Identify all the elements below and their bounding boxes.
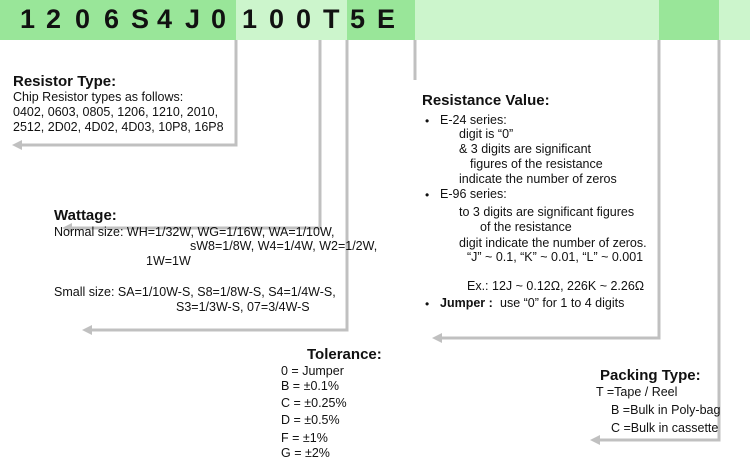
code-char: 0 (269, 4, 285, 34)
resistance-example: Ex.: 12J ~ 0.12Ω, 226K ~ 2.26Ω (467, 279, 645, 293)
code-char: 0 (211, 4, 227, 34)
packing-item: C =Bulk in cassette (611, 421, 719, 435)
e24-line: figures of the resistance (470, 157, 603, 171)
tolerance-item: G = ±2% (281, 446, 330, 459)
arrow-head (82, 325, 92, 335)
code-char: J (185, 4, 201, 34)
tolerance-item: F = ±1% (281, 431, 328, 445)
code-char: 6 (104, 4, 120, 34)
resistor-type-line: Chip Resistor types as follows: (13, 90, 184, 104)
packing-item: T =Tape / Reel (596, 385, 678, 399)
wattage-normal-line: 1W=1W (146, 254, 191, 268)
packing-item: B =Bulk in Poly-bag (611, 403, 721, 417)
resistance-value-title: Resistance Value: (422, 92, 550, 109)
code-char: 0 (296, 4, 312, 34)
jumper-text: use “0” for 1 to 4 digits (500, 296, 625, 310)
arrow-head (12, 140, 22, 150)
wattage-small-line: Small size: SA=1/10W-S, S8=1/8W-S, S4=1/4W-S, (54, 285, 336, 299)
e96-label: E-96 series: (440, 187, 507, 201)
arrow-head (590, 435, 600, 445)
e96-line: digit indicate the number of zeros. (459, 236, 647, 250)
e96-line: of the resistance (480, 220, 572, 234)
code-char: T (323, 4, 340, 34)
code-char: 1 (20, 4, 36, 34)
bullet-icon: • (425, 297, 430, 311)
wattage-title: Wattage: (54, 207, 117, 224)
wattage-normal-line: sW8=1/8W, W4=1/4W, W2=1/2W, (190, 239, 378, 253)
e24-line: indicate the number of zeros (459, 172, 617, 186)
packing-type-title: Packing Type: (600, 367, 701, 384)
resistor-type-line: 0402, 0603, 0805, 1206, 1210, 2010, (13, 105, 219, 119)
tolerance-title: Tolerance: (307, 346, 382, 363)
code-char: 4 (157, 4, 173, 34)
tolerance-item: B = ±0.1% (281, 379, 339, 393)
code-char: 0 (75, 4, 91, 34)
tolerance-item: 0 = Jumper (281, 364, 344, 378)
jumper-label: Jumper : (440, 296, 493, 310)
code-char: E (377, 4, 396, 34)
bullet-icon: • (425, 114, 430, 128)
code-char: 1 (242, 4, 258, 34)
bullet-icon: • (425, 188, 430, 202)
e24-line: digit is “0” (459, 127, 514, 141)
e96-line: to 3 digits are significant figures (459, 205, 635, 219)
resistor-type-line: 2512, 2D02, 4D02, 4D03, 10P8, 16P8 (13, 120, 224, 134)
resistor-type-title: Resistor Type: (13, 73, 117, 90)
tolerance-item: C = ±0.25% (281, 396, 347, 410)
arrow-head (432, 333, 442, 343)
e96-line: “J” ~ 0.1, “K” ~ 0.01, “L” ~ 0.001 (467, 250, 644, 264)
wattage-small-line: S3=1/3W-S, 07=3/4W-S (176, 300, 310, 314)
e24-label: E-24 series: (440, 113, 507, 127)
code-char: 2 (46, 4, 62, 34)
wattage-normal-line: Normal size: WH=1/32W, WG=1/16W, WA=1/10W, (54, 225, 335, 239)
code-char: 5 (350, 4, 366, 34)
code-char: S (131, 4, 150, 34)
e24-line: & 3 digits are significant (459, 142, 592, 156)
tolerance-item: D = ±0.5% (281, 413, 340, 427)
